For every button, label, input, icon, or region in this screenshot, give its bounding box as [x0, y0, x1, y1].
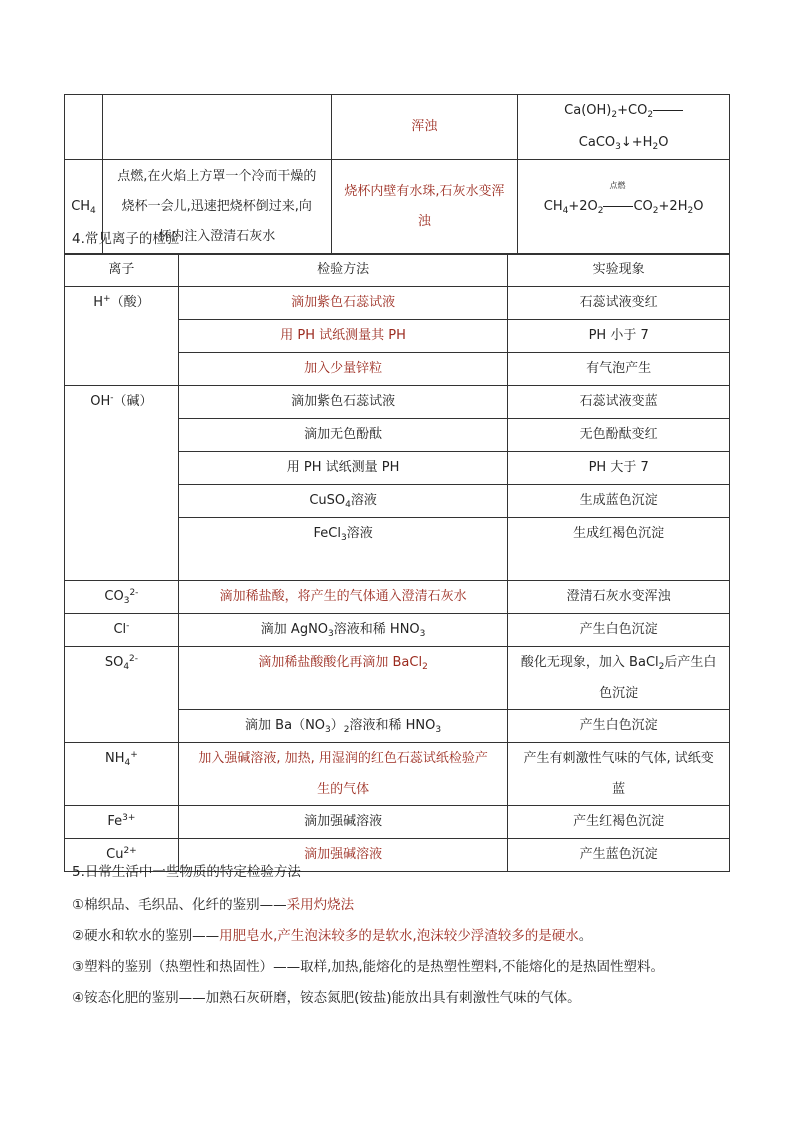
result-cell: 无色酚酞变红 [508, 419, 730, 452]
method-cell: 滴加强碱溶液 [178, 839, 507, 872]
method-cell: 用 PH 试纸测量其 PH [178, 320, 507, 353]
header-method: 检验方法 [178, 254, 507, 287]
result-cell: PH 小于 7 [508, 320, 730, 353]
result-cell: 石蕊试液变红 [508, 287, 730, 320]
table-row [65, 647, 730, 710]
method-cell: 用 PH 试纸测量 PH [178, 452, 507, 485]
ion-fe: $Fe^{3+}$ [65, 806, 179, 839]
cell-method [102, 95, 331, 160]
cell-equation: $Ca(OH)_2+CO_2CaCO_3↓+H_2O$ [518, 95, 730, 160]
result-cell: 酸化无现象，加入 BaCl$_2$后产生白 色沉淀 [508, 647, 730, 710]
list-item: ④铵态化肥的鉴别——加熟石灰研磨，铵态氮肥(铵盐)能放出具有刺激性气味的气体。 [72, 990, 581, 1006]
header-ion: 离子 [65, 254, 179, 287]
result-cell: 产生蓝色沉淀 [508, 839, 730, 872]
cell-method: 点燃,在火焰上方罩一个冷而干燥的 烧杯一会儿,迅速把烧杯倒过来,向 杯内注入澄清石灰水 [102, 160, 331, 255]
method-cell: 滴加无色酚酞 [178, 419, 507, 452]
method-cell: 滴加 AgNO$_3$溶液和稀 $HNO_3$ [178, 614, 507, 647]
ion-co3: $CO_3^{2-}$ [65, 581, 179, 614]
result-cell: 产生白色沉淀 [508, 710, 730, 743]
method-cell: 加入少量锌粒 [178, 353, 507, 386]
result-cell: 产生白色沉淀 [508, 614, 730, 647]
result-cell: 有气泡产生 [508, 353, 730, 386]
table-row [65, 581, 730, 614]
table-row [65, 743, 730, 806]
ion-h: H+（酸） [65, 287, 179, 386]
ion-cl: Cl- [65, 614, 179, 647]
section-title-daily: 5.日常生活中一些物质的特定检验方法 [72, 864, 301, 880]
cell-substance [65, 95, 103, 160]
method-cell: 加入强碱溶液, 加热, 用湿润的红色石蕊试纸检验产 生的气体 [178, 743, 507, 806]
method-cell: 滴加稀盐酸酸化再滴加 BaCl$_2$ [178, 647, 507, 710]
list-item: ①棉织品、毛织品、化纤的鉴别——采用灼烧法 [72, 897, 355, 913]
method-cell: 滴加紫色石蕊试液 [178, 386, 507, 419]
method-cell: 滴加强碱溶液 [178, 806, 507, 839]
list-item: ②硬水和软水的鉴别——用肥皂水,产生泡沫较多的是软水,泡沫较少浮渣较多的是硬水。 [72, 928, 593, 944]
result-cell: PH 大于 7 [508, 452, 730, 485]
table-row [65, 287, 730, 320]
method-cell: 滴加稀盐酸，将产生的气体通入澄清石灰水 [178, 581, 507, 614]
method-cell: FeCl$_3$溶液 [178, 518, 507, 581]
result-cell: 产生红褐色沉淀 [508, 806, 730, 839]
table-row [65, 95, 730, 160]
list-item: ③塑料的鉴别（热塑性和热固性）——取样,加热,能熔化的是热塑性塑料,不能熔化的是热固性塑料。 [72, 959, 664, 975]
table-row [65, 806, 730, 839]
method-cell: 滴加紫色石蕊试液 [178, 287, 507, 320]
table-row [65, 614, 730, 647]
ion-cu: $Cu^{2+}$ [65, 839, 179, 872]
cell-phenomenon: 浑浊 [331, 95, 518, 160]
cell-equation: $CH_4+2O_2$ 点燃 $CO_2+2H_2O$ [518, 160, 730, 255]
ion-so4: $SO_4^{2-}$ [65, 647, 179, 743]
result-cell: 产生有刺激性气味的气体, 试纸变 蓝 [508, 743, 730, 806]
ion-oh: OH-（碱） [65, 386, 179, 581]
result-cell: 生成红褐色沉淀 [508, 518, 730, 581]
ion-nh4: $NH_4^+$ [65, 743, 179, 806]
cell-substance: $CH_4$ [65, 160, 103, 255]
result-cell: 生成蓝色沉淀 [508, 485, 730, 518]
table-row [65, 386, 730, 419]
cell-phenomenon: 烧杯内壁有水珠,石灰水变浑 浊 [331, 160, 518, 255]
ion-test-table [64, 253, 730, 872]
table-header-row [65, 254, 730, 287]
result-cell: 澄清石灰水变浑浊 [508, 581, 730, 614]
result-cell: 石蕊试液变蓝 [508, 386, 730, 419]
section-title-ions: 4.常见离子的检验 [72, 231, 180, 247]
method-cell: 滴加 $Ba(NO_3)_2$溶液和稀 $HNO_3$ [178, 710, 507, 743]
header-phenomenon: 实验现象 [508, 254, 730, 287]
method-cell: CuSO$_4$溶液 [178, 485, 507, 518]
